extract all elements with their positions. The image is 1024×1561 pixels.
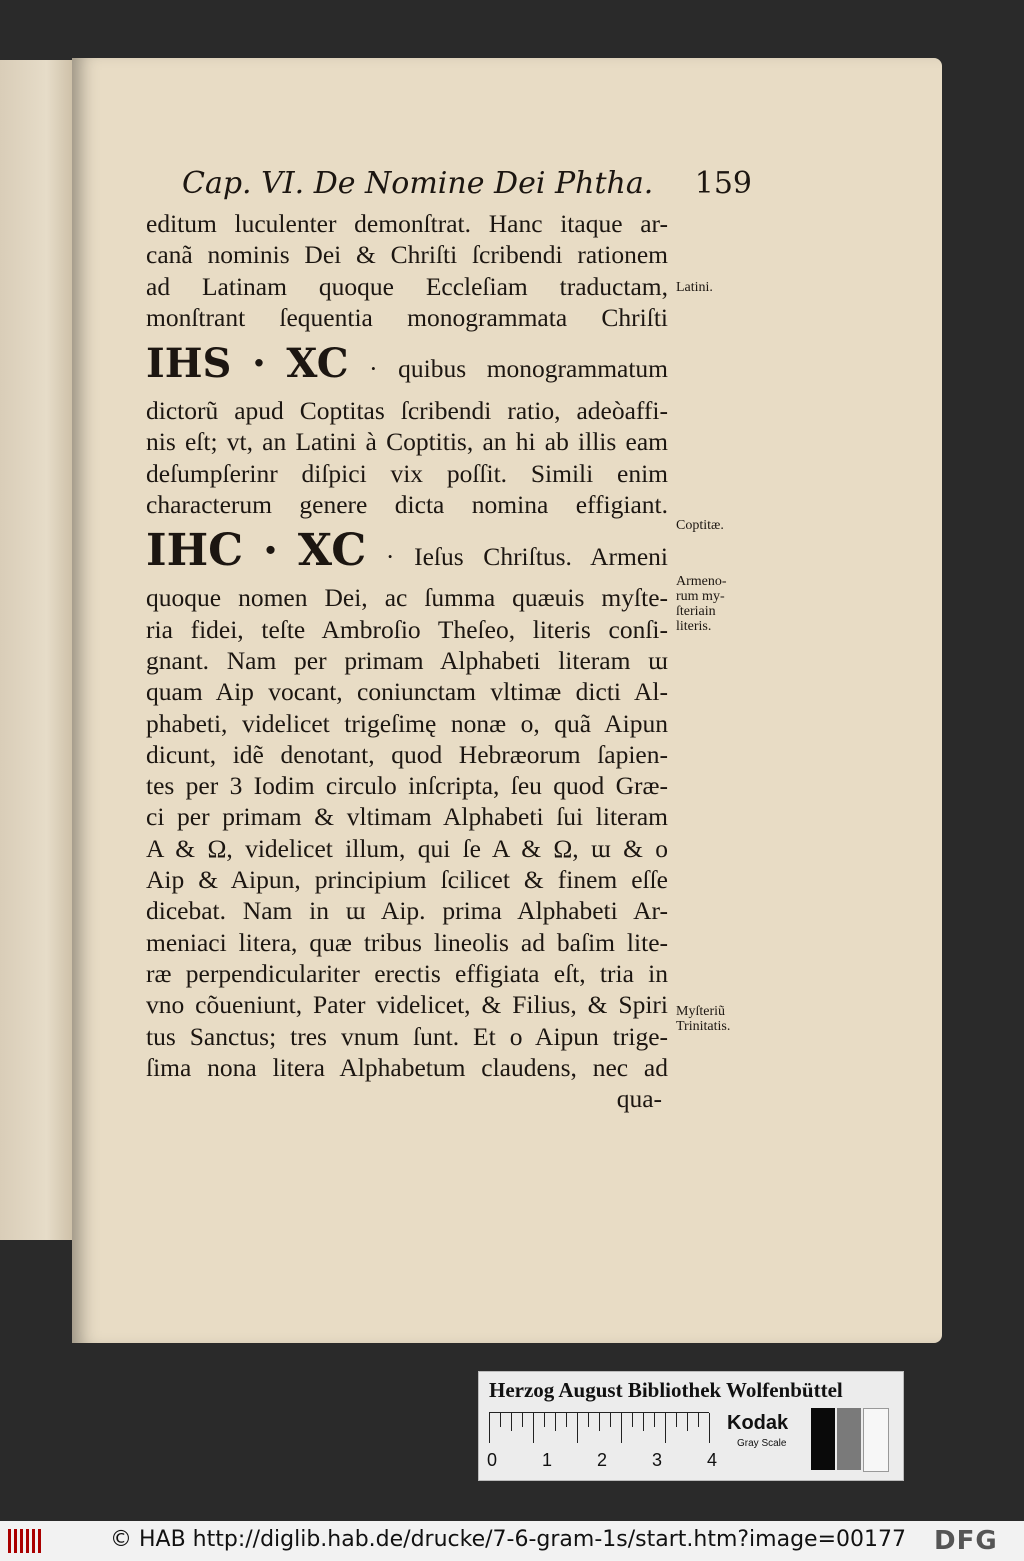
text-line: dicunt, idẽ denotant, quod Hebræorum ſapien- <box>146 739 668 769</box>
footer-bar <box>0 1521 1024 1561</box>
gray-scale-label: Gray Scale <box>737 1438 787 1449</box>
facing-page-edge <box>0 60 78 1240</box>
ruler-numbers: 0 1 2 3 4 <box>487 1450 717 1470</box>
margin-note-mysterium: Myſteriũ Trinitatis. <box>676 1004 731 1034</box>
swatch-white <box>863 1408 889 1472</box>
text-line: meniaci litera, quæ tribus lineolis ad baſim lite- <box>146 927 668 957</box>
library-color-scale-label <box>478 1371 904 1481</box>
text-line: gnant. Nam per primam Alphabeti literam ɯ <box>146 645 668 675</box>
text-line: ci per primam & vltimam Alphabeti ſui literam <box>146 802 668 832</box>
book-page <box>72 58 942 1343</box>
monogram-text: · quibus monogrammatum <box>369 354 668 384</box>
kodak-logo: Kodak <box>727 1412 789 1434</box>
dfg-logo: DFG <box>934 1526 998 1556</box>
text-line: quam Aip vocant, coniunctam vltimæ dicti Al- <box>146 677 668 707</box>
monogram-dot: · <box>251 340 266 388</box>
body-text <box>146 208 668 1114</box>
text-line: phabeti, videlicet trigeſimę nonæ o, quã Aipun <box>146 708 668 738</box>
text-line: dictorũ apud Coptitas ſcribendi ratio, adeòaffi- <box>146 396 668 426</box>
monogram-text: · Ieſus Chriſtus. Armeni <box>385 542 668 572</box>
text-line: quoque nomen Dei, ac ſumma quæuis myſte- <box>146 583 668 613</box>
ruler-scale <box>489 1412 709 1443</box>
hab-logo-icon <box>8 1529 48 1553</box>
text-line: deſumpſerinr diſpici vix poſſit. Simili enim <box>146 458 668 488</box>
text-line: ræ perpendiculariter erectis effigiata eſt, tria in <box>146 958 668 988</box>
monogram-line-2 <box>146 520 668 582</box>
text-line: ſima nona litera Alphabetum claudens, nec ad <box>146 1052 668 1082</box>
footer-url[interactable]: © HAB http://diglib.hab.de/drucke/7-6-gram-1s/start.htm?image=00177 <box>110 1527 906 1552</box>
text-line: A & Ω, videlicet illum, qui ſe A & Ω, ɯ & o <box>146 833 668 863</box>
library-name: Herzog August Bibliothek Wolfenbüttel <box>489 1378 843 1402</box>
text-line: canã nominis Dei & Chriſti ſcribendi rationem <box>146 240 668 270</box>
monogram-dot: · <box>262 525 279 577</box>
text-line: dicebat. Nam in ɯ Aip. prima Alphabeti Ar- <box>146 896 668 926</box>
swatch-gray <box>837 1408 861 1470</box>
swatch-black <box>811 1408 835 1470</box>
text-line: ria fidei, teſte Ambroſio Theſeo, literis conſi- <box>146 614 668 644</box>
text-line: tes per 3 Iodim circulo inſcripta, ſeu quod Græ- <box>146 771 668 801</box>
text-line: ad Latinam quoque Eccleſiam traductam, <box>146 271 668 301</box>
text-line: characterum genere dicta nomina effigiant. <box>146 490 668 520</box>
monogram-ihc: IHC <box>146 525 244 577</box>
monogram-line-1 <box>146 333 668 395</box>
text-line: tus Sanctus; tres vnum ſunt. Et o Aipun trige- <box>146 1021 668 1051</box>
text-line: Aip & Aipun, principium ſcilicet & finem eſſe <box>146 865 668 895</box>
text-line: nis eſt; vt, an Latini à Coptitis, an hi ab illis eam <box>146 427 668 457</box>
text-line: editum luculenter demonſtrat. Hanc itaque ar- <box>146 209 668 238</box>
running-header <box>182 166 752 201</box>
monogram-xc: XC <box>297 525 367 577</box>
monogram-ihs: IHS <box>146 340 232 388</box>
page-number: 159 <box>694 166 752 201</box>
chapter-title: Cap. VI. De Nomine Dei Phtha. <box>182 166 654 201</box>
text-line: vno cõueniunt, Pater videlicet, & Filius, & Spiri <box>146 990 668 1020</box>
margin-note-armeni: Armeno- rum my- ſteriain literis. <box>676 574 727 634</box>
margin-note-coptitae: Coptitæ. <box>676 518 724 533</box>
catchword: qua- <box>616 1084 662 1114</box>
text-line: monſtrant ſequentia monogrammata Chriſti <box>146 302 668 332</box>
monogram-xc: XC <box>286 340 349 388</box>
margin-note-latini: Latini. <box>676 280 713 295</box>
